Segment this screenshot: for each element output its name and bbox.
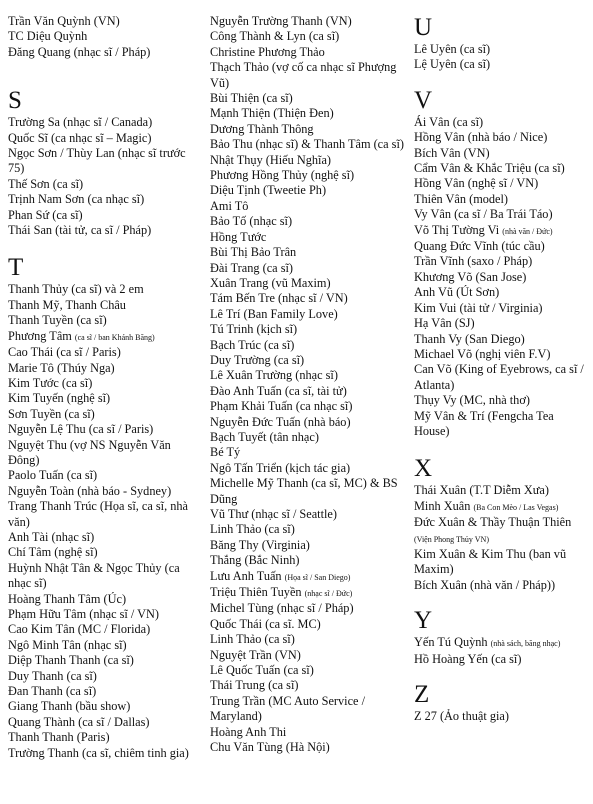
- entry-name: Ái Vân (ca sĩ): [414, 114, 484, 129]
- directory-entry: [8, 282, 203, 297]
- directory-entry: [8, 653, 203, 668]
- entry-name: Vũ Thư (nhạc sĩ / Seattle): [210, 507, 337, 521]
- entry-name: Xuân Trang (vũ Maxim): [210, 275, 331, 290]
- entry-name: Christine Phương Thảo: [210, 44, 325, 59]
- directory-entry: [210, 601, 410, 616]
- entry-name: Hồ Hoàng Yến (ca sĩ): [414, 651, 522, 666]
- entry-name: Lưu Anh Tuấn: [210, 568, 285, 583]
- directory-entry: [8, 484, 203, 499]
- directory-entry: [414, 57, 589, 72]
- entry-note: (Họa sĩ / San Diego): [284, 572, 351, 582]
- entry-name: Kim Xuân & Kim Thu (ban vũ Maxim): [414, 546, 567, 577]
- entry-name: Hồng Tước: [210, 229, 267, 244]
- directory-entry: [414, 146, 589, 161]
- entry-name: Bích Vân (VN): [414, 145, 490, 160]
- entry-name: Linh Thảo (ca sĩ): [210, 632, 295, 647]
- entry-note: (nhà văn / Đức): [502, 226, 553, 236]
- directory-entry: [210, 461, 410, 476]
- entry-name: Dương Thành Thông: [210, 121, 314, 136]
- directory-entry: [414, 130, 589, 145]
- directory-entry: [210, 60, 410, 91]
- entry-name: Michel Tùng (nhạc sĩ / Pháp): [210, 601, 354, 616]
- entry-name: Phương Tâm: [8, 328, 75, 343]
- directory-entry: [210, 230, 410, 245]
- entry-name: Thắng (Bắc Ninh): [210, 553, 300, 568]
- entry-name: Phan Sứ (ca sĩ): [8, 207, 83, 222]
- entry-name: Võ Thị Tường Vi: [414, 222, 503, 237]
- directory-entry: [8, 45, 203, 60]
- entry-name: Đài Trang (ca sĩ): [210, 260, 293, 275]
- entry-name: TC Diệu Quỳnh: [8, 29, 88, 44]
- directory-entry: [210, 399, 410, 414]
- entry-name: Nguyễn Toàn (nhà báo - Sydney): [8, 483, 172, 498]
- directory-entry: [210, 678, 410, 693]
- directory-entry: [8, 29, 203, 44]
- directory-entry: [8, 499, 203, 530]
- entry-name: Lê Trí (Ban Family Love): [210, 306, 338, 321]
- directory-entry: [8, 561, 203, 592]
- directory-entry: [414, 347, 589, 362]
- entry-name: Kim Tước (ca sĩ): [8, 375, 93, 390]
- directory-entry: [210, 322, 410, 337]
- entry-name: Michelle Mỹ Thanh (ca sĩ, MC) & BS Dũng: [210, 476, 398, 506]
- entry-name: Duy Trường (ca sĩ): [210, 352, 305, 367]
- entry-name: Ngọc Sơn / Thùy Lan (nhạc sĩ trước 75): [8, 146, 186, 176]
- entry-name: Bé Tý: [210, 445, 241, 460]
- directory-entry: [210, 245, 410, 260]
- directory-entry: [8, 376, 203, 391]
- directory-entry: [8, 592, 203, 607]
- directory-entry: [210, 137, 410, 152]
- entry-name: Diệu Tịnh (Tweetie Ph): [210, 183, 327, 198]
- entry-name: Bùi Thị Bảo Trân: [210, 245, 297, 260]
- directory-entry: [8, 115, 203, 130]
- entry-name: Vy Vân (ca sĩ / Ba Trái Táo): [414, 207, 553, 222]
- entry-name: Bạch Tuyết (tân nhạc): [210, 429, 319, 444]
- directory-entry: [8, 14, 203, 29]
- entry-name: Triệu Thiên Tuyền: [210, 585, 305, 600]
- entry-name: Huỳnh Nhật Tân & Ngọc Thủy (ca nhạc sĩ): [8, 560, 180, 591]
- column-3: [414, 0, 589, 724]
- entry-name: Kim Vui (tài tử / Virginia): [414, 300, 543, 315]
- section-letter-y: Y: [414, 607, 433, 635]
- directory-entry: [210, 91, 410, 106]
- entry-name: Công Thành & Lyn (ca sĩ): [210, 29, 340, 44]
- entry-name: Đào Anh Tuấn (ca sĩ, tài tử): [210, 383, 347, 398]
- entry-name: Hồng Vân (nghệ sĩ / VN): [414, 176, 539, 191]
- entry-name: Nguyệt Trần (VN): [210, 647, 301, 662]
- section-letter-x: X: [414, 455, 433, 483]
- directory-entry: [8, 223, 203, 238]
- directory-entry: [414, 362, 589, 393]
- spacer: [8, 0, 203, 14]
- directory-entry: [210, 353, 410, 368]
- entry-name: Bảo Thu (nhạc sĩ) & Thanh Tâm (ca sĩ): [210, 137, 404, 152]
- directory-entry: [8, 545, 203, 560]
- entry-name: Ngô Minh Tân (nhạc sĩ): [8, 637, 127, 652]
- entry-name: Thái San (tài tử, ca sĩ / Pháp): [8, 223, 152, 238]
- entry-name: Mỹ Vân & Trí (Fengcha Tea House): [414, 408, 554, 438]
- directory-entry: [414, 578, 589, 593]
- directory-entry: [210, 384, 410, 399]
- entry-name: Thanh Tuyền (ca sĩ): [8, 313, 107, 328]
- directory-entry: [414, 515, 589, 547]
- entry-name: Mạnh Thiện (Thiện Đen): [210, 106, 334, 121]
- entry-name: Thiên Vân (model): [414, 191, 509, 206]
- directory-entry: [414, 254, 589, 269]
- entry-name: Thái Xuân (T.T Diễm Xưa): [414, 483, 549, 498]
- entry-name: Anh Tài (nhạc sĩ): [8, 529, 95, 544]
- directory-entry: [210, 214, 410, 229]
- directory-entry: [414, 285, 589, 300]
- entry-name: Thanh Thủy (ca sĩ) và 2 em: [8, 282, 144, 297]
- entry-name: Nguyễn Trường Thanh (VN): [210, 14, 352, 28]
- entry-name: Trang Thanh Trúc (Họa sĩ, ca sĩ, nhà văn): [8, 499, 189, 529]
- section-letter-t: T: [8, 254, 24, 282]
- directory-entry: [414, 635, 589, 651]
- entry-name: Linh Thảo (ca sĩ): [210, 522, 295, 537]
- entry-name: Lê Quốc Tuấn (ca sĩ): [210, 663, 314, 678]
- directory-entry: [210, 338, 410, 353]
- directory-entry: [8, 622, 203, 637]
- entry-name: Băng Thy (Virginia): [210, 537, 310, 552]
- directory-entry: [414, 115, 589, 130]
- directory-entry: [210, 276, 410, 291]
- directory-entry: [414, 332, 589, 347]
- entry-note: (nhà sách, băng nhạc): [490, 639, 561, 649]
- entry-note: (ca sĩ / ban Khánh Băng): [74, 332, 155, 342]
- directory-entry: [8, 438, 203, 469]
- entry-name: Thanh Thanh (Paris): [8, 730, 110, 745]
- directory-entry: [414, 239, 589, 254]
- directory-entry: [8, 407, 203, 422]
- entry-name: Michael Võ (nghị viên F.V): [414, 346, 551, 361]
- directory-entry: [414, 316, 589, 331]
- directory-entry: [210, 168, 410, 183]
- directory-entry: [210, 445, 410, 460]
- entry-name: Thạch Thảo (vợ cố ca nhạc sĩ Phượng Vũ): [210, 60, 397, 90]
- directory-entry: [8, 468, 203, 483]
- entry-name: Z 27 (Ảo thuật gia): [414, 709, 509, 723]
- entry-name: Quang Thành (ca sĩ / Dallas): [8, 714, 150, 729]
- directory-entry: [8, 345, 203, 360]
- directory-entry: [8, 684, 203, 699]
- directory-entry: [8, 131, 203, 146]
- directory-entry: [210, 368, 410, 383]
- entry-name: Nhật Thụy (Hiếu Nghĩa): [210, 152, 332, 167]
- entry-name: Hoàng Anh Thi: [210, 724, 287, 739]
- entry-name: Lê Uyên (ca sĩ): [414, 42, 491, 56]
- directory-entry: [210, 106, 410, 121]
- directory-entry: [210, 585, 410, 601]
- entry-name: Phạm Khải Tuấn (ca nhạc sĩ): [210, 399, 353, 414]
- directory-entry: [210, 307, 410, 322]
- directory-entry: [210, 740, 410, 755]
- directory-entry: [210, 153, 410, 168]
- section-letter-v: V: [414, 86, 433, 114]
- section-letter-s: S: [8, 87, 22, 115]
- entry-name: Thái Trung (ca sĩ): [210, 678, 299, 693]
- directory-entry: [210, 261, 410, 276]
- directory-entry: [8, 730, 203, 745]
- entry-name: Ami Tô: [210, 198, 249, 213]
- directory-entry: [8, 669, 203, 684]
- spacer: [414, 73, 589, 87]
- entry-name: Giang Thanh (bầu show): [8, 699, 131, 714]
- directory-entry: [210, 45, 410, 60]
- spacer: [8, 60, 203, 87]
- entry-name: Thanh Vy (San Diego): [414, 331, 525, 346]
- directory-entry: [8, 298, 203, 313]
- entry-name: Yến Tú Quỳnh: [414, 635, 491, 650]
- entry-name: Can Võ (King of Eyebrows, ca sĩ / Atlanta): [414, 362, 584, 392]
- entry-name: Paolo Tuấn (ca sĩ): [8, 468, 98, 483]
- directory-entry: [210, 569, 410, 585]
- entry-name: Đức Xuân & Thầy Thuận Thiên: [414, 515, 572, 530]
- directory-entry: [414, 161, 589, 176]
- directory-entry: [8, 391, 203, 406]
- entry-name: Bích Xuân (nhà văn / Pháp)): [414, 577, 556, 592]
- entry-name: Phạm Hữu Tâm (nhạc sĩ / VN): [8, 607, 160, 621]
- entry-name: Đăng Quang (nhạc sĩ / Pháp): [8, 44, 151, 59]
- entry-note: (nhạc sĩ / Đức): [304, 589, 353, 599]
- directory-entry: [8, 746, 203, 761]
- directory-entry: [210, 663, 410, 678]
- entry-name: Nguyễn Đức Tuấn (nhà báo): [210, 414, 351, 429]
- directory-entry: [210, 183, 410, 198]
- directory-entry: [8, 422, 203, 437]
- directory-entry: [414, 270, 589, 285]
- entry-name: Trịnh Nam Sơn (ca nhạc sĩ): [8, 192, 145, 207]
- directory-entry: [414, 192, 589, 207]
- column-2: [210, 0, 410, 756]
- directory-entry: [414, 207, 589, 222]
- directory-entry: [210, 122, 410, 137]
- entry-name: Hoàng Thanh Tâm (Úc): [8, 591, 127, 606]
- directory-entry: [210, 29, 410, 44]
- directory-entry: [210, 14, 410, 29]
- spacer: [414, 0, 589, 14]
- entry-name: Hồng Vân (nhà báo / Nice): [414, 130, 548, 145]
- entry-name: Minh Xuân: [414, 498, 474, 513]
- directory-entry: [414, 223, 589, 239]
- entry-name: Nguyệt Thu (vợ NS Nguyễn Văn Đông): [8, 437, 171, 467]
- directory-entry: [210, 617, 410, 632]
- entry-name: Trung Trần (MC Auto Service / Maryland): [210, 693, 365, 724]
- entry-name: Sơn Tuyền (ca sĩ): [8, 406, 95, 421]
- entry-name: Thanh Mỹ, Thanh Châu: [8, 297, 126, 312]
- directory-entry: [414, 301, 589, 316]
- directory-entry: [414, 176, 589, 191]
- spacer: [414, 593, 589, 607]
- entry-name: Lệ Uyên (ca sĩ): [414, 57, 491, 72]
- directory-entry: [414, 393, 589, 408]
- entry-name: Bùi Thiện (ca sĩ): [210, 91, 293, 106]
- directory-entry: [414, 499, 589, 515]
- directory-entry: [8, 177, 203, 192]
- entry-name: Hạ Vân (SJ): [414, 316, 475, 331]
- directory-entry: [8, 638, 203, 653]
- directory-entry: [210, 507, 410, 522]
- entry-name: Bạch Trúc (ca sĩ): [210, 337, 295, 352]
- entry-name: Cao Kim Tân (MC / Florida): [8, 622, 151, 637]
- entry-name: Quốc Sĩ (ca nhạc sĩ – Magic): [8, 130, 152, 145]
- directory-entry: [414, 652, 589, 667]
- entry-name: Quốc Thái (ca sĩ. MC): [210, 616, 321, 631]
- directory-entry: [210, 522, 410, 537]
- spacer: [414, 667, 589, 681]
- directory-entry: [210, 415, 410, 430]
- entry-name: Anh Vũ (Út Sơn): [414, 285, 500, 300]
- directory-entry: [210, 199, 410, 214]
- directory-entry: [8, 715, 203, 730]
- directory-entry: [210, 430, 410, 445]
- directory-entry: [8, 607, 203, 622]
- directory-entry: [8, 329, 203, 345]
- column-1: [8, 0, 203, 761]
- directory-entry: [210, 648, 410, 663]
- entry-name: Marie Tô (Thúy Nga): [8, 360, 115, 375]
- entry-name: Ngô Tấn Triển (kịch tác gia): [210, 460, 351, 475]
- entry-name: Trần Vĩnh (saxo / Pháp): [414, 254, 533, 269]
- directory-entry: [210, 476, 410, 507]
- directory-entry: [8, 530, 203, 545]
- spacer: [210, 0, 410, 14]
- entry-note: (Ba Con Mèo / Las Vegas): [473, 502, 559, 512]
- entry-name: Tám Bến Tre (nhạc sĩ / VN): [210, 291, 348, 306]
- entry-name: Đan Thanh (ca sĩ): [8, 684, 97, 699]
- directory-entry: [414, 547, 589, 578]
- directory-entry: [414, 42, 589, 57]
- entry-name: Cẩm Vân & Khắc Triệu (ca sĩ): [414, 161, 565, 176]
- directory-entry: [414, 709, 589, 724]
- directory-entry: [414, 409, 589, 440]
- entry-name: Khương Võ (San Jose): [414, 269, 527, 284]
- spacer: [414, 439, 589, 455]
- directory-entry: [8, 361, 203, 376]
- entry-name: Bảo Tố (nhạc sĩ): [210, 214, 293, 229]
- entry-name: Kim Tuyến (nghệ sĩ): [8, 391, 111, 406]
- directory-entry: [414, 483, 589, 498]
- entry-name: Thụy Vy (MC, nhà thơ): [414, 393, 530, 408]
- entry-name: Quang Đức Vĩnh (túc cầu): [414, 239, 545, 254]
- entry-note: (Viện Phong Thủy VN): [414, 534, 489, 544]
- section-letter-u: U: [414, 14, 433, 41]
- entry-name: Phương Hồng Thủy (nghệ sĩ): [210, 168, 355, 183]
- entry-name: Trường Thanh (ca sĩ, chiêm tinh gia): [8, 745, 189, 760]
- section-letter-z: Z: [414, 681, 430, 708]
- entry-name: Trường Sa (nhạc sĩ / Canada): [8, 115, 153, 130]
- entry-name: Nguyễn Lệ Thu (ca sĩ / Paris): [8, 422, 154, 437]
- directory-entry: [210, 291, 410, 306]
- entry-name: Duy Thanh (ca sĩ): [8, 668, 97, 683]
- directory-entry: [8, 192, 203, 207]
- directory-entry: [210, 538, 410, 553]
- entry-name: Trần Văn Quỳnh (VN): [8, 14, 120, 28]
- entry-name: Lê Xuân Trường (nhạc sĩ): [210, 368, 338, 383]
- entry-name: Tú Trinh (kịch sĩ): [210, 322, 298, 337]
- entry-name: Chí Tâm (nghệ sĩ): [8, 545, 98, 560]
- directory-entry: [8, 146, 203, 177]
- directory-entry: [8, 208, 203, 223]
- spacer: [8, 238, 203, 254]
- directory-entry: [210, 632, 410, 647]
- entry-name: Cao Thái (ca sĩ / Paris): [8, 345, 121, 360]
- directory-entry: [210, 694, 410, 725]
- entry-name: Diệp Thanh Thanh (ca sĩ): [8, 653, 134, 668]
- directory-entry: [8, 313, 203, 328]
- directory-entry: [210, 553, 410, 568]
- entry-name: Thế Sơn (ca sĩ): [8, 176, 84, 191]
- directory-entry: [8, 699, 203, 714]
- entry-name: Chu Văn Tùng (Hà Nội): [210, 740, 330, 755]
- directory-entry: [210, 725, 410, 740]
